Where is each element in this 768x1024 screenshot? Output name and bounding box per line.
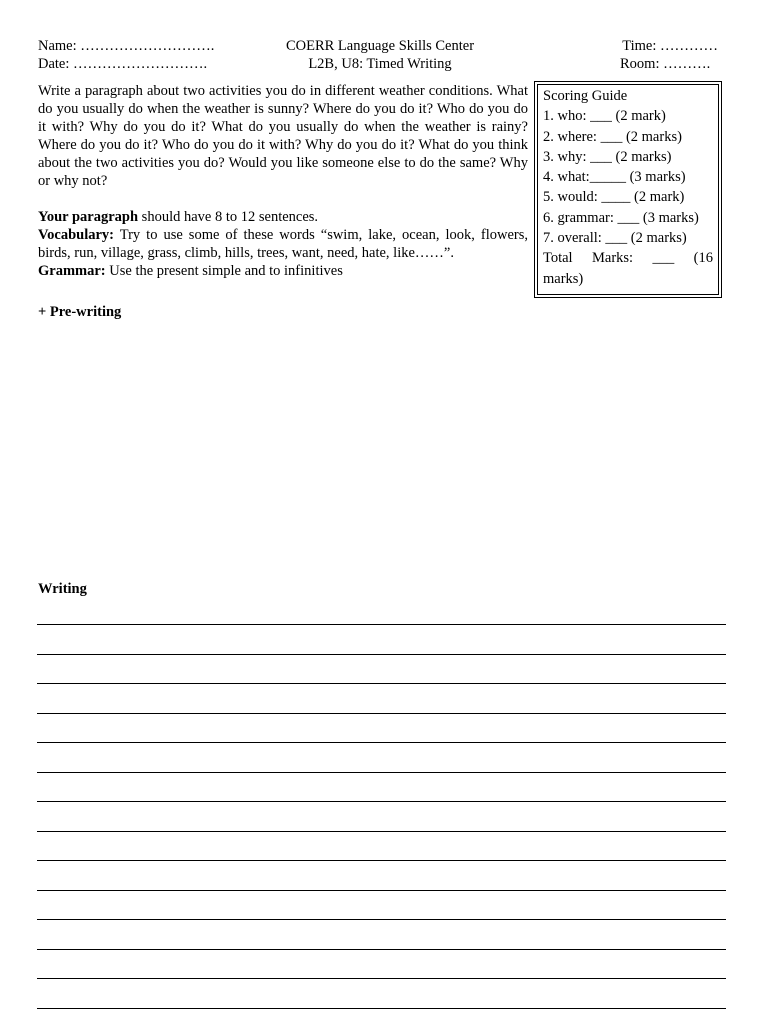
vocabulary-text: Try to use some of these words “swim, lake, ocean, look, flowers, birds, run, village, grass, climb, hills, trees, want, need, hate, like……”.: [38, 227, 528, 261]
writing-line[interactable]: [37, 742, 726, 743]
writing-line[interactable]: [37, 654, 726, 655]
writing-line[interactable]: [37, 1008, 726, 1009]
writing-line[interactable]: [37, 713, 726, 714]
scoring-total-row: [543, 248, 713, 268]
scoring-item-grammar: 6. grammar: ___ (3 marks): [543, 209, 699, 226]
scoring-total-word: Total: [543, 250, 573, 267]
vocabulary-requirement: [38, 226, 528, 262]
center-subtitle: L2B, U8: Timed Writing: [308, 56, 452, 72]
writing-line[interactable]: [37, 772, 726, 773]
room-field: Room: ……….: [620, 56, 711, 72]
vocabulary-label: Vocabulary:: [38, 227, 114, 243]
scoring-guide-title: Scoring Guide: [543, 88, 628, 104]
scoring-guide-inner: [537, 84, 719, 295]
paragraph-requirement: [38, 208, 528, 226]
scoring-item-who: 1. who: ___ (2 mark): [543, 108, 666, 125]
writing-line[interactable]: [37, 683, 726, 684]
grammar-requirement: [38, 262, 528, 280]
writing-line[interactable]: [37, 978, 726, 979]
scoring-item-overall: 7. overall: ___ (2 marks): [543, 230, 687, 247]
grammar-text: Use the present simple and to infinitives: [105, 263, 343, 279]
scoring-total-marks-word: Marks:: [592, 250, 634, 267]
scoring-total-count: (16: [693, 250, 713, 267]
writing-line[interactable]: [37, 801, 726, 802]
prompt-instructions: Write a paragraph about two activities you do in different weather conditions. What do you usually do when the weather is sunny? Where do you do it? Who do you do it with? Why do you do it? What do you usually do when the weather is rainy? Where do you do it? Who do you do it with? Why do you do it? What do you think about the two activities you do? Would you like someone else to do the same? Why or why not?: [38, 83, 528, 189]
paragraph-label: Your paragraph: [38, 209, 139, 225]
time-field: Time: …………: [622, 38, 718, 54]
scoring-item-would: 5. would: ____ (2 mark): [543, 189, 685, 206]
writing-line[interactable]: [37, 624, 726, 625]
scoring-item-why: 3. why: ___ (2 marks): [543, 148, 672, 165]
writing-line[interactable]: [37, 890, 726, 891]
scoring-total-unit: marks): [543, 270, 584, 287]
name-field: Name: ……………………….: [38, 38, 215, 54]
prewriting-heading: + Pre-writing: [38, 304, 122, 320]
prompt-block: [38, 82, 528, 280]
paragraph-text: should have 8 to 12 sentences.: [138, 209, 319, 225]
scoring-guide-box: [534, 81, 722, 298]
scoring-item-where: 2. where: ___ (2 marks): [543, 128, 682, 145]
scoring-item-what: 4. what:_____ (3 marks): [543, 169, 686, 186]
writing-line[interactable]: [37, 860, 726, 861]
writing-line[interactable]: [37, 919, 726, 920]
writing-line[interactable]: [37, 831, 726, 832]
date-field: Date: ……………………….: [38, 56, 208, 72]
grammar-label: Grammar:: [38, 263, 106, 279]
writing-line[interactable]: [37, 949, 726, 950]
scoring-total-blank: ___: [652, 250, 675, 267]
writing-heading: Writing: [38, 581, 87, 597]
center-title: COERR Language Skills Center: [285, 38, 475, 54]
